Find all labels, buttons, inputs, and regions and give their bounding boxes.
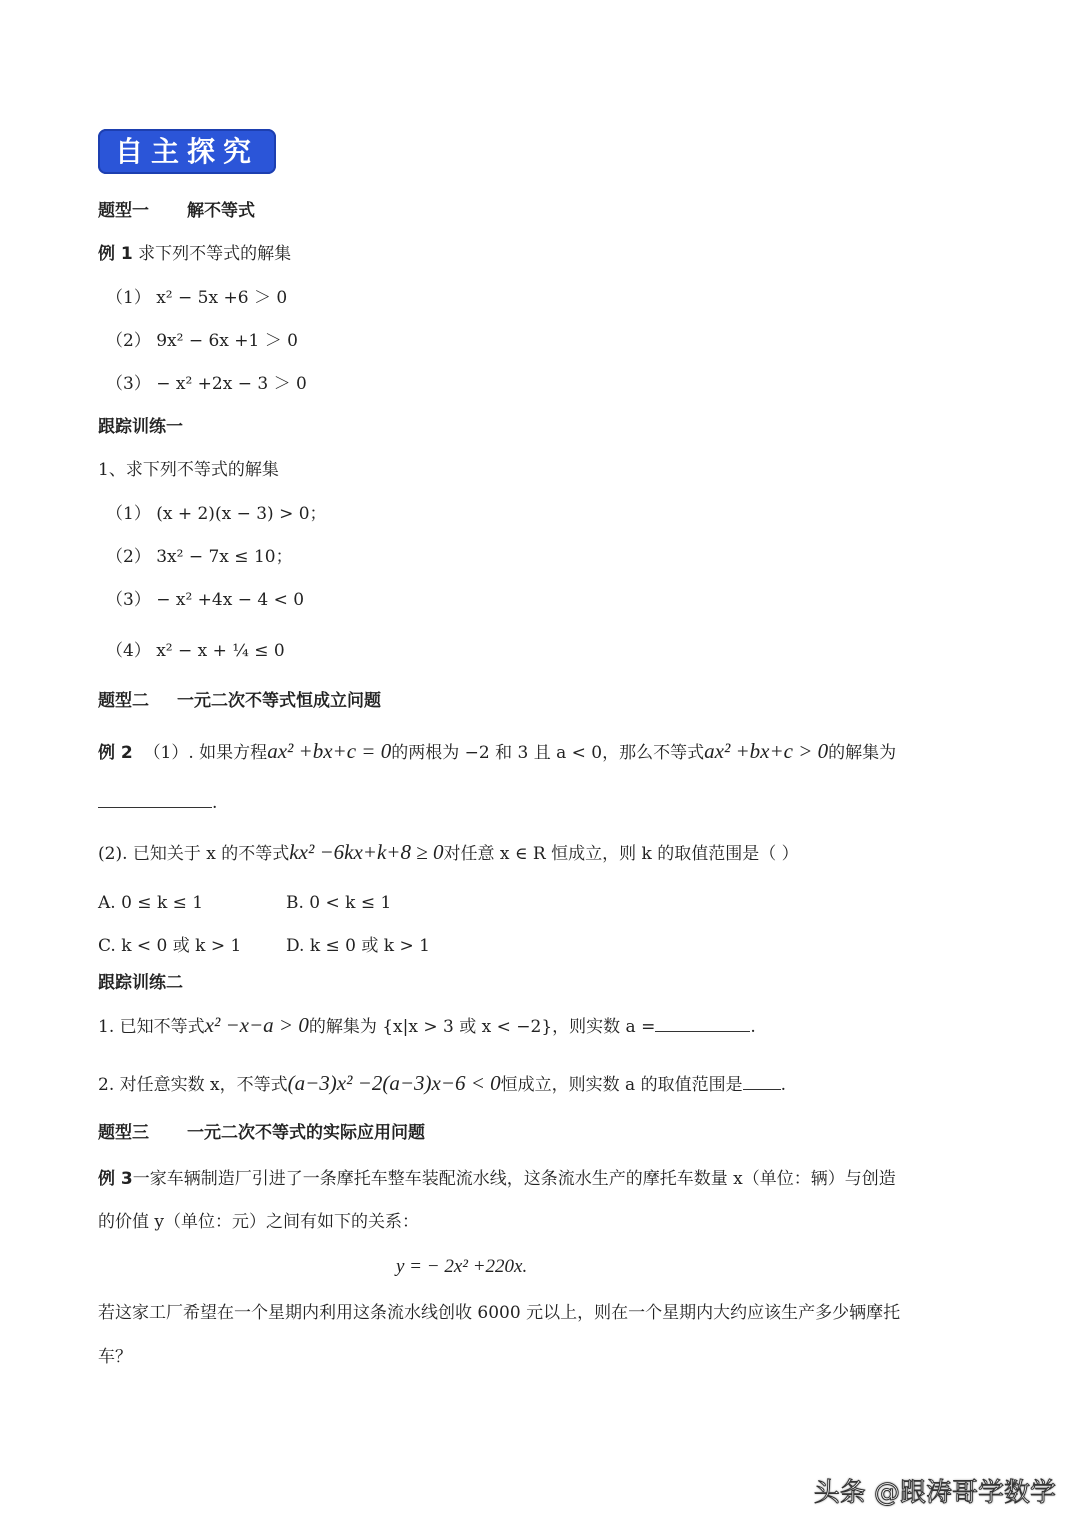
text: 对任意 x ∈ R 恒成立，则 k 的取值范围是（ ） (443, 844, 799, 864)
text: . (780, 1075, 786, 1095)
example2-part1 (98, 739, 896, 765)
section-badge: 自主探究 (98, 129, 276, 174)
answer-blank (98, 793, 212, 808)
type-name: 解不等式 (187, 201, 255, 221)
text: (2). 已知关于 x 的不等式 (98, 844, 290, 864)
type-label: 题型二 (98, 691, 149, 711)
text: 2. 对任意实数 x，不等式 (98, 1075, 288, 1095)
option-c: C. k < 0 或 k > 1 (98, 936, 242, 956)
ex1-item: （3） − x² +2x − 3 ＞ 0 (106, 374, 307, 394)
track2-q2 (98, 1071, 786, 1097)
type-name: 一元二次不等式恒成立问题 (177, 691, 381, 711)
text: 恒成立，则实数 a 的取值范围是 (500, 1075, 743, 1095)
example1 (98, 242, 291, 266)
answer-blank (743, 1075, 781, 1090)
option-d: D. k ≤ 0 或 k > 1 (286, 936, 430, 956)
text: 的解集为 {x|x > 3 或 x < −2}，则实数 a = (308, 1017, 656, 1037)
equation: ax² +bx+c = 0 (267, 739, 392, 763)
ex1-item: （2） 9x² − 6x +1 ＞ 0 (106, 331, 298, 351)
track2-heading: 跟踪训练二 (98, 973, 183, 993)
track1-item: （4） x² − x + ¼ ≤ 0 (106, 641, 285, 661)
track1-intro: 1、求下列不等式的解集 (98, 460, 279, 480)
example3-formula: y = − 2x² +220x. (396, 1256, 528, 1277)
text: . (212, 793, 218, 813)
option-b: B. 0 < k ≤ 1 (286, 893, 392, 913)
track1-item: （3） − x² +4x − 4 < 0 (106, 590, 305, 610)
example3-line2: 的价值 y（单位：元）之间有如下的关系： (98, 1212, 420, 1232)
text: 1. 已知不等式 (98, 1017, 205, 1037)
track2-q1 (98, 1013, 756, 1039)
answer-blank (655, 1017, 750, 1032)
example-text: 求下列不等式的解集 (138, 244, 292, 264)
option-a: A. 0 ≤ k ≤ 1 (98, 893, 204, 913)
example-label: 例 2 (98, 743, 133, 763)
example3-line1 (98, 1167, 896, 1191)
type-label: 题型三 (98, 1123, 149, 1143)
example-label: 例 3 (98, 1169, 133, 1189)
track1-item: （2） 3x² − 7x ≤ 10； (106, 547, 293, 567)
example3-line3: 若这家工厂希望在一个星期内利用这条流水线创收 6000 元以上，则在一个星期内大约应该生产多少辆摩托 (98, 1303, 901, 1323)
ex1-item: （1） x² − 5x +6 ＞ 0 (106, 288, 288, 308)
track1-item: （1） (x + 2)(x − 3) > 0； (106, 504, 327, 524)
text: （1）. 如果方程 (143, 743, 268, 763)
answer-line (98, 791, 217, 815)
equation: ax² +bx+c > 0 (704, 739, 829, 763)
type2-heading (98, 689, 381, 713)
track1-heading: 跟踪训练一 (98, 417, 183, 437)
equation: (a−3)x² −2(a−3)x−6 < 0 (287, 1071, 501, 1095)
text: 的解集为 (828, 743, 897, 763)
type-label: 题型一 (98, 201, 149, 221)
watermark: 头条 @跟涛哥学数学 (813, 1478, 1056, 1508)
example-label: 例 1 (98, 244, 133, 264)
equation: x² −x−a > 0 (204, 1013, 309, 1037)
example2-part2 (98, 840, 799, 866)
type-name: 一元二次不等式的实际应用问题 (187, 1123, 425, 1143)
type3-heading (98, 1121, 425, 1145)
text: . (750, 1017, 756, 1037)
example3-line4: 车？ (98, 1347, 132, 1367)
text: 一家车辆制造厂引进了一条摩托车整车装配流水线，这条流水生产的摩托车数量 x（单位：辆）与创造 (132, 1169, 896, 1189)
equation: kx² −6kx+k+8 ≥ 0 (289, 840, 444, 864)
text: 的两根为 −2 和 3 且 a < 0，那么不等式 (391, 743, 705, 763)
type1-heading (98, 199, 255, 223)
